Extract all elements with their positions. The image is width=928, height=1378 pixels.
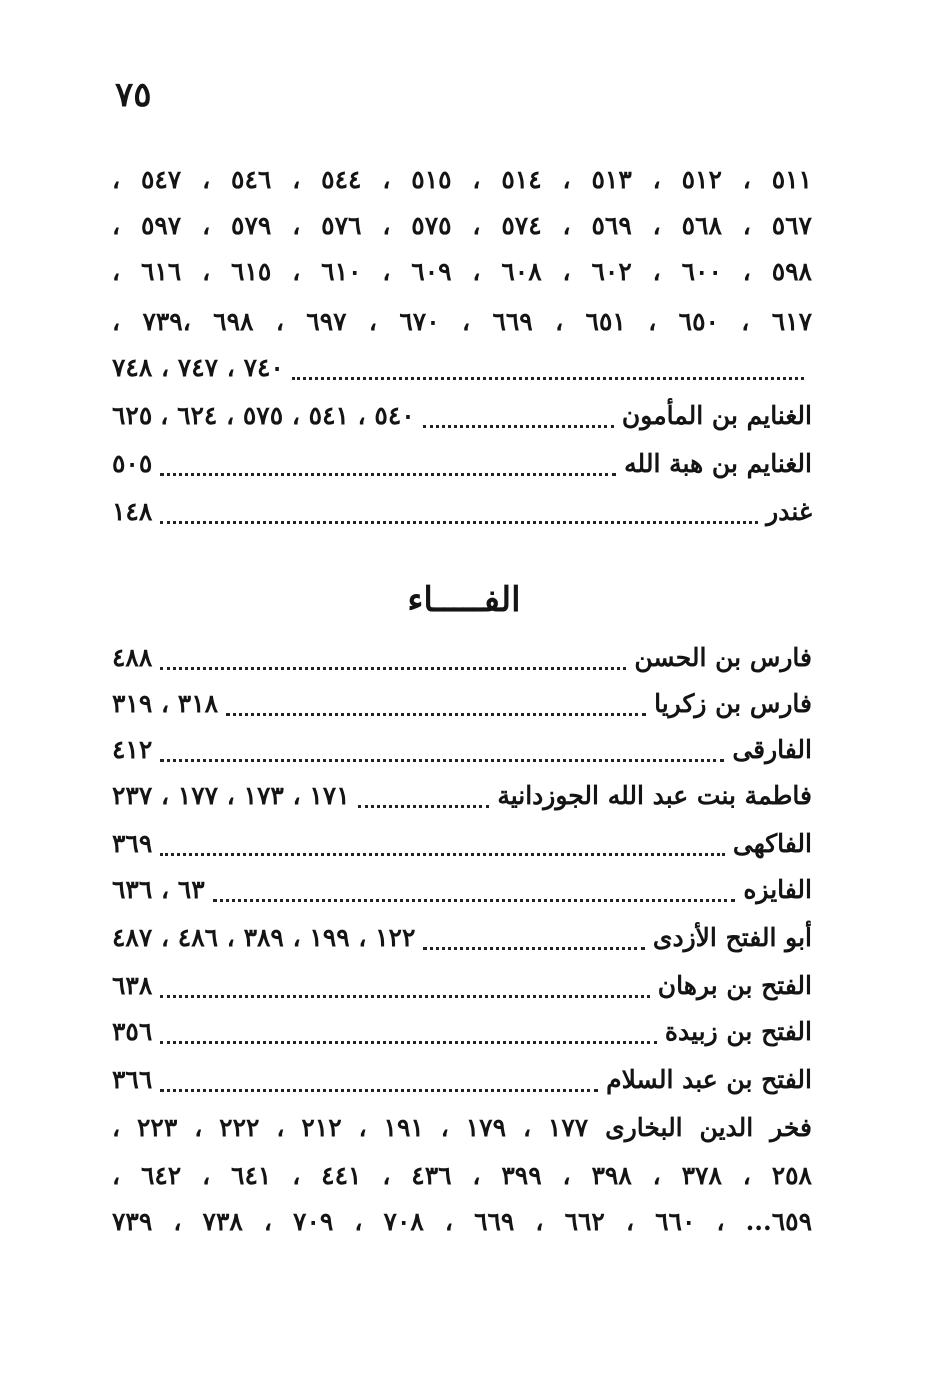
- entry-pages: ٤١٢: [112, 735, 153, 764]
- index-entry: [112, 492, 812, 532]
- entry-pages: ٧٤٠ ، ٧٤٧ ، ٧٤٨: [112, 353, 284, 382]
- entry-mid-pages: ٥٤٠ ، ٥٤١ ، ٥٧٥ ، ٦٢٤ ،: [160, 401, 415, 430]
- index-entry: [112, 730, 812, 770]
- dot-leader: [358, 803, 490, 808]
- entry-name: الفتح بن عبد السلام: [606, 1065, 812, 1094]
- dot-leader: [226, 711, 646, 716]
- dot-leader: [213, 897, 736, 902]
- dot-leader: [160, 1039, 657, 1044]
- entry-name: فاطمة بنت عبد الله الجوزدانية: [497, 781, 812, 810]
- continuation-line: ٦١٧ ، ٦٥٠ ، ٦٥١ ، ٦٦٩ ، ٦٧٠ ، ٦٩٧ ، ٦٩٨ ،٧٣٩ ،: [112, 307, 812, 336]
- entry-name: الفارقى: [732, 735, 812, 764]
- final-entry-line: فخر الدين البخارى ١٧٧ ، ١٧٩ ، ١٩١ ، ٢١٢ ، ٢٢٢ ، ٢٢٣ ،: [112, 1113, 812, 1142]
- index-entry: [112, 824, 812, 864]
- entry-name: غندر: [766, 497, 812, 526]
- entry-pages: ٣٦٩: [112, 829, 153, 858]
- index-entry: [112, 638, 812, 678]
- dot-leader: [160, 993, 650, 998]
- index-entry: [112, 1060, 812, 1100]
- dot-leader: [160, 665, 626, 670]
- entry-name: الغنايم بن المأمون: [621, 401, 812, 430]
- dot-leader: [160, 757, 724, 762]
- entry-pages: ١٢٢ ، ١٩٩ ، ٣٨٩ ، ٤٨٦ ، ٤٨٧: [112, 923, 416, 952]
- entry-name: أبو الفتح الأزدى: [652, 923, 812, 952]
- page-number: ٧٥: [115, 75, 152, 115]
- index-entry: [112, 444, 812, 484]
- entry-pages: ١٧١ ، ١٧٣ ، ١٧٧ ، ٢٣٧: [112, 781, 350, 810]
- final-entry-line: ٢٥٨ ، ٣٧٨ ، ٣٩٨ ، ٣٩٩ ، ٤٣٦ ، ٤٤١ ، ٦٤١ ، ٦٤٢ ،: [112, 1161, 812, 1190]
- index-entry: [112, 966, 812, 1006]
- entry-pages: ٥٠٥: [112, 449, 153, 478]
- entry-pages: ٦٣٨: [112, 971, 153, 1000]
- index-entry: [112, 684, 812, 724]
- index-entry: [112, 348, 812, 388]
- entry-name: فارس بن الحسن: [634, 643, 812, 672]
- entry-name: الفتح بن برهان: [657, 971, 812, 1000]
- entry-pages: ٦٣ ، ٦٣٦: [112, 875, 205, 904]
- final-entry-line: ٦٥٩... ، ٦٦٠ ، ٦٦٢ ، ٦٦٩ ، ٧٠٨ ، ٧٠٩ ، ٧٣٨ ، ٧٣٩: [112, 1207, 812, 1236]
- index-entry: [112, 776, 812, 816]
- dot-leader: [423, 423, 614, 428]
- entry-pages: ٣١٨ ، ٣١٩: [112, 689, 219, 718]
- entry-pages: ٦٢٥: [112, 401, 153, 430]
- entry-pages: ٣٥٦: [112, 1017, 153, 1046]
- dot-leader: [292, 375, 804, 380]
- section-heading: الفـــــاء: [407, 580, 521, 620]
- dot-leader: [160, 1087, 598, 1092]
- index-entry: [112, 396, 812, 436]
- continuation-line: ٥٩٨ ، ٦٠٠ ، ٦٠٢ ، ٦٠٨ ، ٦٠٩ ، ٦١٠ ، ٦١٥ ، ٦١٦ ،: [112, 257, 812, 286]
- entry-pages: ١٤٨: [112, 497, 153, 526]
- dot-leader: [160, 471, 616, 476]
- entry-name: الفايزه: [743, 875, 812, 904]
- dot-leader: [423, 945, 644, 950]
- entry-name: الغنايم بن هبة الله: [624, 449, 812, 478]
- entry-pages: ٣٦٦: [112, 1065, 153, 1094]
- entry-name: فارس بن زكريا: [654, 689, 812, 718]
- entry-pages: ٤٨٨: [112, 643, 153, 672]
- index-entry: [112, 870, 812, 910]
- dot-leader: [160, 519, 758, 524]
- index-entry: [112, 918, 812, 958]
- continuation-line: ٥١١ ، ٥١٢ ، ٥١٣ ، ٥١٤ ، ٥١٥ ، ٥٤٤ ، ٥٤٦ ، ٥٤٧ ،: [112, 165, 812, 194]
- index-entry: [112, 1012, 812, 1052]
- entry-name: الفاكهى: [732, 829, 812, 858]
- continuation-line: ٥٦٧ ، ٥٦٨ ، ٥٦٩ ، ٥٧٤ ، ٥٧٥ ، ٥٧٦ ، ٥٧٩ ، ٥٩٧ ،: [112, 211, 812, 240]
- entry-name: الفتح بن زبيدة: [664, 1017, 812, 1046]
- dot-leader: [160, 851, 725, 856]
